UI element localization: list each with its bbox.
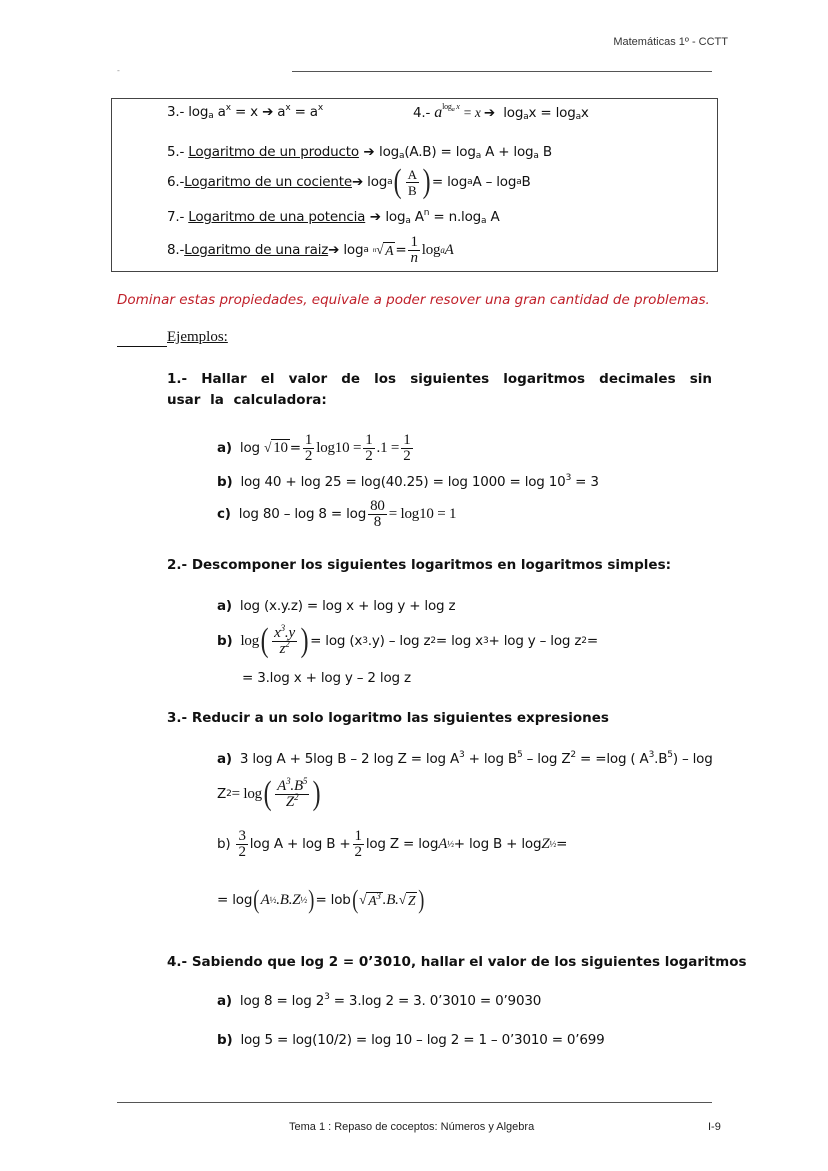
- q3-item-b-continued: = log ( A ½ .B.Z ½ ) = lob ( √ $A^3$ .B. √ Z ): [217, 885, 425, 914]
- q1-item-a: a) log √ 10 = $\frac{1}{2}$ log10 = $\frac{1}{2}$ .1 = $\frac{1}{2}$: [217, 431, 411, 464]
- property-6: 6.- Logaritmo de un cociente ➔ log a ( $\frac{A}{B}$ ) = log a A – log a B: [167, 163, 531, 200]
- q1-item-b: b) $\log 40 + \log 25 = \log(40.25) = \log 1000 = \log 10^3 = 3$: [217, 473, 599, 490]
- q3-item-a: a) 3 log A + 5log B – 2 $\log Z = \log A^3 + \log B^5 - \log Z^2 = =\log$ ( $A^3.B^5$) – log: [217, 750, 713, 767]
- footer-rule: [117, 1102, 712, 1103]
- question-2-title: 2.- Descomponer los siguientes logaritmos en logaritmos simples:: [167, 557, 672, 573]
- examples-rule: [117, 346, 167, 347]
- property-8-label: Logaritmo de una raiz: [184, 242, 329, 258]
- page-header-title: Matemáticas 1º - CCTT: [613, 36, 728, 48]
- examples-title: Ejemplos:: [167, 329, 228, 345]
- q3-item-a-continued: Z 2 = log ( $\frac{A^3.B^5}{Z^2}$ ): [217, 775, 321, 812]
- property-4: 4.- $a^{log}_a$ $^x$ = x ➔ $\log_ax = \log_ax$: [413, 102, 589, 122]
- property-6-label: Logaritmo de un cociente: [184, 174, 352, 190]
- property-8: 8.- Logaritmo de una raiz ➔ log a n √ A = $\frac{1}{n}$ log a A: [167, 233, 454, 266]
- q4-item-b: b) log 5 = log(10/2) = log 10 – log 2 = 1 – 0’3010 = 0’699: [217, 1032, 605, 1048]
- property-5-label: Logaritmo de un producto: [188, 144, 359, 160]
- q1-item-c: c) log 80 – log 8 = log $\frac{80}{8}$ = log10 = 1: [217, 497, 457, 530]
- note-text: Dominar estas propiedades, equivale a poder resover una gran cantidad de problemas.: [117, 292, 710, 308]
- property-3: 3.- $\log_a a^x = x$ ➔ $a^x = a^x$: [167, 103, 324, 121]
- arrow-icon: ➔: [351, 174, 364, 190]
- arrow-icon: ➔: [358, 144, 380, 160]
- arrow-icon: ➔: [262, 104, 274, 120]
- property-7-label: Logaritmo de una potencia: [188, 209, 366, 225]
- q2-item-b: b) log ( $\frac{x^3.y}{z^2}$ ) = log (x 3 .y) – log z 2 = log x 3 + log y – log z 2 =: [217, 622, 598, 659]
- q3-item-b: b) $\frac{3}{2}$ log A + log B + $\frac{1}{2}$ log Z = log A ½ + log B + log Z ½ =: [217, 827, 568, 860]
- question-1-title: 1.- Hallar el valor de los siguientes logaritmos decimales sin usar la calculadora:: [167, 371, 712, 408]
- question-3-title: 3.- Reducir a un solo logaritmo las siguientes expresiones: [167, 710, 609, 726]
- q2-item-a: a) log (x.y.z) = log x + log y + log z: [217, 598, 456, 614]
- q4-item-a: a) $\log 8 = \log 2^3 = 3.\log$ 2 = 3. 0’3010 = 0’9030: [217, 992, 542, 1009]
- header-rule: [292, 71, 712, 72]
- question-4-title: 4.- Sabiendo que log 2 = 0’3010, hallar el valor de los siguientes logaritmos: [167, 954, 747, 970]
- property-5: 5.- Logaritmo de un producto ➔ $\log_a(A.B) = \log_a A + \log_a B$: [167, 144, 552, 161]
- header-mark: -: [117, 66, 120, 75]
- property-7: 7.- Logaritmo de una potencia ➔ $\log_a A^n = n.\log_a$ A: [167, 208, 500, 226]
- q2-item-b-continued: = 3.log x + log y – 2 log z: [242, 670, 411, 686]
- arrow-icon: ➔: [483, 105, 496, 121]
- page-number: I-9: [708, 1121, 721, 1133]
- arrow-icon: ➔: [328, 242, 340, 258]
- arrow-icon: ➔: [365, 209, 386, 225]
- footer-title: Tema 1 : Repaso de coceptos: Números y Algebra: [289, 1121, 535, 1133]
